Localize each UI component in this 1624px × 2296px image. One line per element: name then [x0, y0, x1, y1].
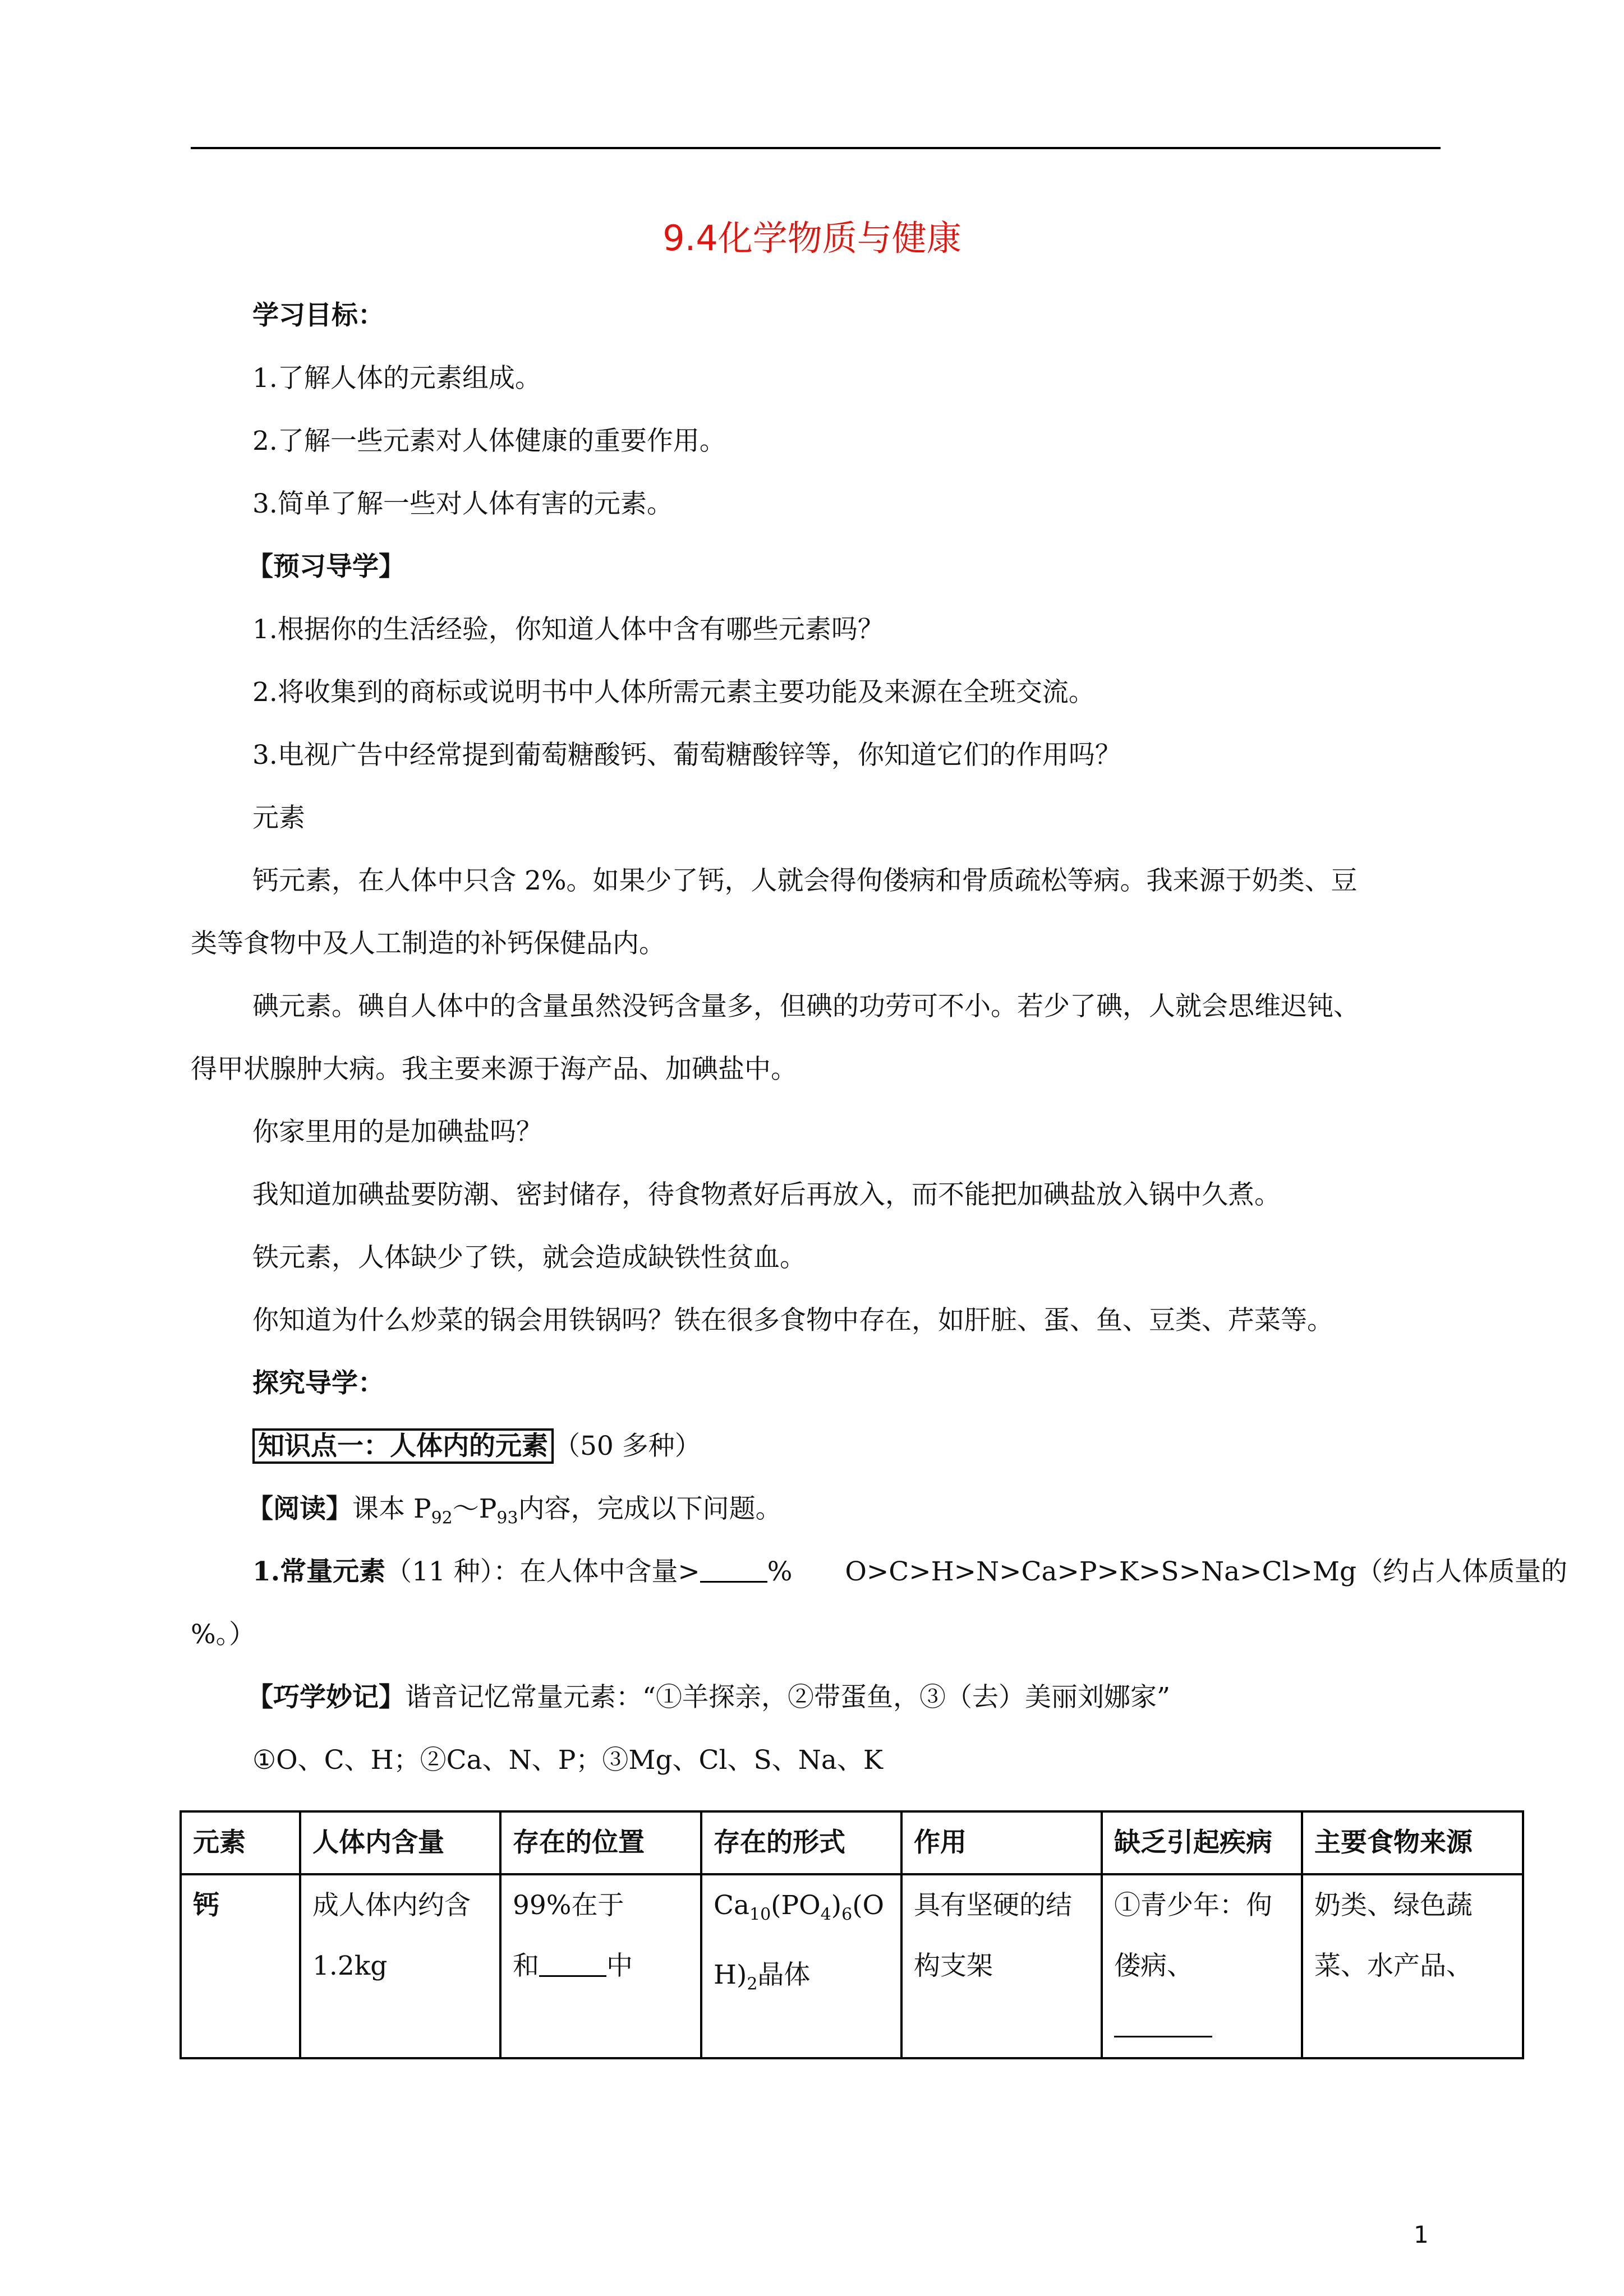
iron-question: 你知道为什么炒菜的锅会用铁锅吗？铁在很多食物中存在，如肝脏、蛋、鱼、豆类、芹菜等。 [252, 1305, 1333, 1336]
table-cell-function: 具有坚硬的结构支架 [901, 1874, 1102, 2058]
calcium-paragraph-cont: 类等食物中及人工制造的补钙保健品内。 [191, 928, 665, 959]
table-header-cell: 作用 [901, 1811, 1102, 1874]
table-cell-disease [1102, 1874, 1302, 2058]
location-text: 99%在于 [513, 1890, 624, 1921]
table-cell-form [701, 1874, 901, 2058]
preview-item: 2.将收集到的商标或说明书中人体所需元素主要功能及来源在全班交流。 [252, 677, 1095, 708]
read-text: ～P [452, 1493, 497, 1524]
location-text: 中 [606, 1951, 633, 1981]
page-number: 1 [1414, 2221, 1429, 2248]
macro-label: 1.常量元素 [252, 1556, 386, 1587]
location-text: 和 [513, 1951, 539, 1981]
formula-text: (PO [771, 1890, 821, 1921]
preview-heading: 【预习导学】 [247, 551, 405, 582]
knowledge-point-box: 知识点一：人体内的元素 [252, 1428, 554, 1464]
memory-text: 谐音记忆常量元素：“①羊探亲，②带蛋鱼，③（去）美丽刘娜家” [405, 1682, 1171, 1713]
element-table [180, 1810, 1524, 2059]
table-header-cell: 元素 [181, 1811, 300, 1874]
table-header-cell: 存在的位置 [500, 1811, 701, 1874]
formula-text: (OH) [714, 1890, 885, 1991]
element-label: 元素 [252, 803, 305, 833]
iodine-paragraph-cont: 得甲状腺肿大病。我主要来源于海产品、加碘盐中。 [191, 1054, 797, 1085]
salt-question: 你家里用的是加碘盐吗？ [252, 1117, 542, 1147]
read-sub: 92 [431, 1508, 453, 1528]
formula-text: Ca [714, 1890, 749, 1921]
read-sub: 93 [496, 1508, 518, 1528]
table-header-row [181, 1811, 1523, 1874]
salt-note: 我知道加碘盐要防潮、密封储存，待食物煮好后再放入，而不能把加碘盐放入锅中久煮。 [252, 1179, 1281, 1210]
macro-text: （11 种）：在人体中含量> [385, 1556, 700, 1587]
table-cell-location [500, 1874, 701, 2058]
macro-elements-line [252, 1552, 1567, 1592]
read-text: 课本 P [352, 1493, 431, 1524]
formula-sub: 10 [749, 1905, 771, 1925]
table-cell-amount: 成人体内约含 1.2kg [300, 1874, 500, 2058]
page-title: 9.4化学物质与健康 [663, 218, 961, 259]
table-cell-source: 奶类、绿色蔬菜、水产品、 [1302, 1874, 1523, 2058]
formula-text: 晶体 [757, 1960, 811, 1991]
read-text: 内容，完成以下问题。 [518, 1493, 782, 1524]
formula-sub: 4 [820, 1905, 831, 1925]
calcium-paragraph: 钙元素，在人体中只含 2%。如果少了钙，人就会得佝偻病和骨质疏松等病。我来源于奶类、豆 [252, 865, 1358, 896]
table-cell-element: 钙 [181, 1874, 300, 2058]
table-row [181, 1874, 1523, 2058]
formula-text: ) [831, 1890, 842, 1921]
table-header-cell: 缺乏引起疾病 [1102, 1811, 1302, 1874]
table-header-cell: 存在的形式 [701, 1811, 901, 1874]
header-rule [191, 147, 1441, 149]
objective-item: 2.了解一些元素对人体健康的重要作用。 [252, 426, 726, 457]
fill-blank[interactable] [539, 1949, 606, 1977]
objectives-heading: 学习目标： [252, 300, 384, 331]
objective-item: 1.了解人体的元素组成。 [252, 363, 541, 394]
fill-blank[interactable] [1114, 2010, 1212, 2037]
formula-sub: 6 [841, 1905, 853, 1925]
disease-text: ①青少年：佝偻病、 [1114, 1890, 1272, 1981]
knowledge-point-line [252, 1427, 701, 1466]
fill-blank[interactable] [700, 1555, 767, 1583]
table-header-cell: 人体内含量 [300, 1811, 500, 1874]
memory-label: 【巧学妙记】 [247, 1682, 405, 1713]
macro-text: % O>C>H>N>Ca>P>K>S>Na>Cl>Mg（约占人体质量的 [767, 1556, 1568, 1587]
knowledge-point-note: （50 多种） [554, 1431, 701, 1461]
read-label: 【阅读】 [247, 1493, 352, 1524]
objective-item: 3.简单了解一些对人体有害的元素。 [252, 488, 673, 519]
macro-elements-cont: %。） [191, 1619, 256, 1650]
formula-sub: 2 [747, 1974, 758, 1994]
explore-heading: 探究导学： [252, 1368, 384, 1399]
table-header-cell: 主要食物来源 [1302, 1811, 1523, 1874]
iron-paragraph: 铁元素，人体缺少了铁，就会造成缺铁性贫血。 [252, 1242, 806, 1273]
preview-item: 1.根据你的生活经验，你知道人体中含有哪些元素吗？ [252, 614, 884, 645]
preview-item: 3.电视广告中经常提到葡萄糖酸钙、葡萄糖酸锌等，你知道它们的作用吗？ [252, 740, 1121, 771]
read-line [247, 1490, 782, 1538]
iodine-paragraph: 碘元素。碘自人体中的含量虽然没钙含量多，但碘的功劳可不小。若少了碘，人就会思维迟钝、 [252, 991, 1360, 1022]
memory-line [247, 1678, 1170, 1717]
memory-symbols: ①O、C、H；②Ca、N、P；③Mg、Cl、S、Na、K [252, 1745, 884, 1776]
